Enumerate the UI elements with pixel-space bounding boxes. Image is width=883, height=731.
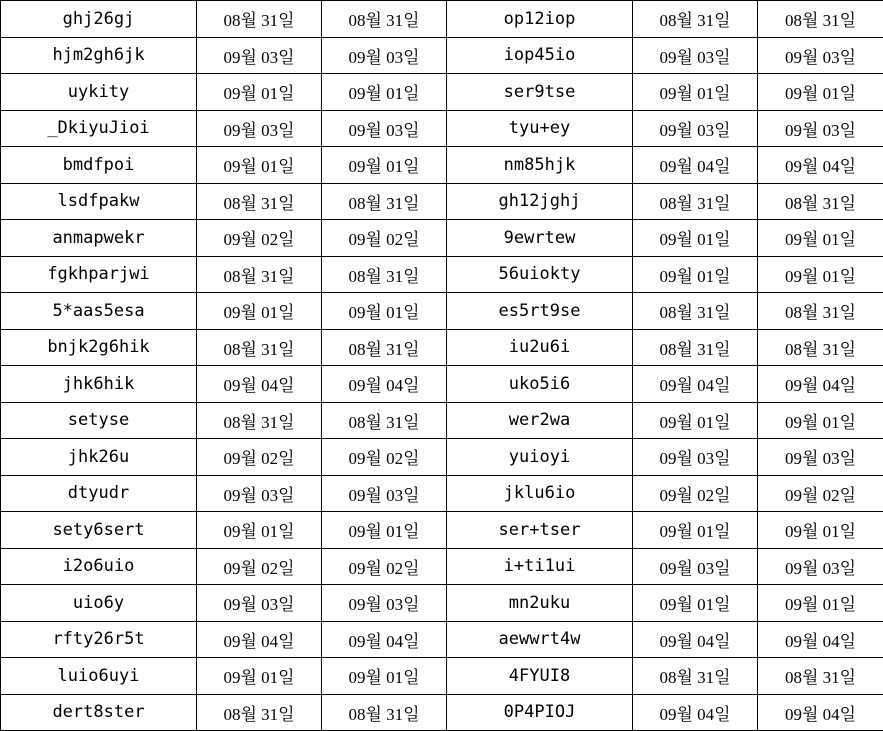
table-cell-date_b2[interactable]: 09월 01일 [758, 402, 883, 439]
table-cell-date_b1[interactable]: 09월 01일 [633, 585, 758, 622]
table-cell-date_b1[interactable]: 09월 03일 [633, 37, 758, 74]
table-cell-code_a[interactable]: _DkiyuJioi [1, 110, 197, 147]
table-cell-date_a2[interactable]: 08월 31일 [322, 256, 447, 293]
table-cell-date_a1[interactable]: 09월 02일 [197, 220, 322, 257]
table-cell-date_b1[interactable]: 09월 03일 [633, 439, 758, 476]
table-row [1, 694, 883, 731]
table-cell-date_a2[interactable]: 09월 04일 [322, 621, 447, 658]
table-cell-date_a1[interactable]: 09월 03일 [197, 110, 322, 147]
table-cell-code_b[interactable]: 56uiokty [447, 256, 633, 293]
table-cell-date_a2[interactable]: 09월 01일 [322, 512, 447, 549]
table-cell-code_b[interactable]: iop45io [447, 37, 633, 74]
table-row [1, 183, 883, 220]
table-cell-date_b2[interactable]: 09월 03일 [758, 439, 883, 476]
table-cell-code_a[interactable]: fgkhparjwi [1, 256, 197, 293]
table-cell-date_a1[interactable]: 08월 31일 [197, 256, 322, 293]
table-cell-date_a1[interactable]: 09월 02일 [197, 548, 322, 585]
table-row [1, 548, 883, 585]
table-cell-date_a2[interactable]: 09월 03일 [322, 110, 447, 147]
table-cell-date_b1[interactable]: 08월 31일 [633, 329, 758, 366]
table-cell-code_a[interactable]: i2o6uio [1, 548, 197, 585]
table-cell-date_b1[interactable]: 09월 03일 [633, 548, 758, 585]
table-cell-date_b2[interactable]: 09월 04일 [758, 147, 883, 184]
table-cell-date_a2[interactable]: 09월 01일 [322, 74, 447, 111]
table-cell-date_b2[interactable]: 09월 03일 [758, 548, 883, 585]
table-cell-code_b[interactable]: tyu+ey [447, 110, 633, 147]
table-cell-date_a1[interactable]: 08월 31일 [197, 402, 322, 439]
table-cell-code_b[interactable]: uko5i6 [447, 366, 633, 403]
table-row [1, 37, 883, 74]
table-cell-date_a1[interactable]: 09월 03일 [197, 585, 322, 622]
table-cell-date_a2[interactable]: 08월 31일 [322, 402, 447, 439]
table-row [1, 329, 883, 366]
table-cell-code_a[interactable]: rfty26r5t [1, 621, 197, 658]
table-cell-date_b2[interactable]: 09월 04일 [758, 694, 883, 731]
table-cell-date_b1[interactable]: 09월 01일 [633, 74, 758, 111]
table-cell-date_a2[interactable]: 09월 02일 [322, 548, 447, 585]
table-cell-code_a[interactable]: ghj26gj [1, 1, 197, 38]
table-cell-date_a2[interactable]: 09월 03일 [322, 475, 447, 512]
table-cell-date_a1[interactable]: 08월 31일 [197, 1, 322, 38]
table-cell-date_a2[interactable]: 09월 01일 [322, 147, 447, 184]
table-cell-code_b[interactable]: 9ewrtew [447, 220, 633, 257]
table-row [1, 366, 883, 403]
table-cell-date_a2[interactable]: 08월 31일 [322, 329, 447, 366]
table-row [1, 147, 883, 184]
table-cell-code_b[interactable]: aewwrt4w [447, 621, 633, 658]
table-cell-date_b1[interactable]: 09월 01일 [633, 256, 758, 293]
table-cell-date_a1[interactable]: 09월 02일 [197, 439, 322, 476]
table-cell-date_a1[interactable]: 09월 01일 [197, 147, 322, 184]
table-cell-date_b1[interactable]: 09월 01일 [633, 220, 758, 257]
table-cell-date_b2[interactable]: 09월 04일 [758, 366, 883, 403]
table-cell-code_a[interactable]: uykity [1, 74, 197, 111]
table-cell-code_b[interactable]: jklu6io [447, 475, 633, 512]
table-cell-date_b2[interactable]: 09월 01일 [758, 512, 883, 549]
table-cell-date_b2[interactable]: 09월 01일 [758, 220, 883, 257]
table-cell-date_b1[interactable]: 08월 31일 [633, 1, 758, 38]
table-cell-date_b1[interactable]: 09월 04일 [633, 147, 758, 184]
table-cell-date_b2[interactable]: 09월 01일 [758, 585, 883, 622]
table-cell-date_a2[interactable]: 08월 31일 [322, 183, 447, 220]
table-cell-date_a2[interactable]: 08월 31일 [322, 694, 447, 731]
table-cell-date_b2[interactable]: 08월 31일 [758, 329, 883, 366]
table-cell-date_a2[interactable]: 09월 03일 [322, 37, 447, 74]
table-cell-code_a[interactable]: hjm2gh6jk [1, 37, 197, 74]
table-cell-code_b[interactable]: 0P4PIOJ [447, 694, 633, 731]
table-cell-date_b1[interactable]: 09월 04일 [633, 621, 758, 658]
table-cell-date_b2[interactable]: 08월 31일 [758, 183, 883, 220]
table-cell-date_b2[interactable]: 09월 02일 [758, 475, 883, 512]
table-cell-code_a[interactable]: luio6uyi [1, 658, 197, 695]
table-row [1, 1, 883, 38]
table-row [1, 512, 883, 549]
table-cell-date_a2[interactable]: 09월 03일 [322, 585, 447, 622]
table-cell-code_b[interactable]: yuioyi [447, 439, 633, 476]
table-cell-date_b2[interactable]: 08월 31일 [758, 293, 883, 330]
table-cell-date_b1[interactable]: 09월 01일 [633, 402, 758, 439]
table-cell-code_b[interactable]: ser+tser [447, 512, 633, 549]
table-cell-date_b2[interactable]: 09월 01일 [758, 74, 883, 111]
table-cell-code_a[interactable]: dert8ster [1, 694, 197, 731]
table-cell-code_a[interactable]: setyse [1, 402, 197, 439]
table-cell-code_a[interactable]: anmapwekr [1, 220, 197, 257]
table-cell-code_a[interactable]: bmdfpoi [1, 147, 197, 184]
table-cell-date_b1[interactable]: 09월 04일 [633, 694, 758, 731]
table-cell-code_b[interactable]: 4FYUI8 [447, 658, 633, 695]
table-row [1, 74, 883, 111]
table-cell-code_a[interactable]: bnjk2g6hik [1, 329, 197, 366]
table-cell-date_a2[interactable]: 09월 04일 [322, 366, 447, 403]
table-cell-date_b1[interactable]: 08월 31일 [633, 658, 758, 695]
table-cell-date_a2[interactable]: 09월 02일 [322, 439, 447, 476]
table-row [1, 220, 883, 257]
table-row [1, 256, 883, 293]
table-cell-code_a[interactable]: uio6y [1, 585, 197, 622]
table-cell-date_a1[interactable]: 09월 01일 [197, 512, 322, 549]
table-cell-code_b[interactable]: es5rt9se [447, 293, 633, 330]
table-cell-code_b[interactable]: ser9tse [447, 74, 633, 111]
table-cell-date_b2[interactable]: 09월 04일 [758, 621, 883, 658]
table-cell-code_b[interactable]: iu2u6i [447, 329, 633, 366]
table-cell-code_b[interactable]: nm85hjk [447, 147, 633, 184]
table-cell-code_b[interactable]: op12iop [447, 1, 633, 38]
table-cell-date_a1[interactable]: 09월 04일 [197, 621, 322, 658]
table-cell-date_a1[interactable]: 09월 01일 [197, 74, 322, 111]
table-cell-code_a[interactable]: jhk26u [1, 439, 197, 476]
table-cell-date_a2[interactable]: 09월 02일 [322, 220, 447, 257]
table-cell-date_a1[interactable]: 09월 03일 [197, 37, 322, 74]
table-cell-date_a1[interactable]: 08월 31일 [197, 183, 322, 220]
table-cell-code_a[interactable]: jhk6hik [1, 366, 197, 403]
table-cell-date_a1[interactable]: 08월 31일 [197, 329, 322, 366]
table-cell-date_a1[interactable]: 09월 03일 [197, 475, 322, 512]
table-row [1, 110, 883, 147]
table-row [1, 475, 883, 512]
table-row [1, 293, 883, 330]
table-cell-date_a1[interactable]: 08월 31일 [197, 694, 322, 731]
table-cell-code_a[interactable]: 5*aas5esa [1, 293, 197, 330]
table-cell-date_b1[interactable]: 09월 04일 [633, 366, 758, 403]
table-cell-date_b1[interactable]: 08월 31일 [633, 293, 758, 330]
table-cell-date_a2[interactable]: 09월 01일 [322, 658, 447, 695]
table-cell-code_b[interactable]: wer2wa [447, 402, 633, 439]
table-row [1, 402, 883, 439]
table-cell-date_a1[interactable]: 09월 01일 [197, 293, 322, 330]
table-cell-code_b[interactable]: gh12jghj [447, 183, 633, 220]
table-cell-date_a1[interactable]: 09월 04일 [197, 366, 322, 403]
table-cell-date_b1[interactable]: 09월 03일 [633, 110, 758, 147]
table-cell-date_a1[interactable]: 09월 01일 [197, 658, 322, 695]
table-cell-code_a[interactable]: lsdfpakw [1, 183, 197, 220]
table-cell-date_b2[interactable]: 08월 31일 [758, 658, 883, 695]
table-row [1, 585, 883, 622]
table-cell-date_a2[interactable]: 09월 01일 [322, 293, 447, 330]
table-row [1, 621, 883, 658]
table-body [1, 1, 883, 731]
table-cell-date_b2[interactable]: 08월 31일 [758, 1, 883, 38]
table-cell-code_b[interactable]: mn2uku [447, 585, 633, 622]
table-cell-date_b1[interactable]: 08월 31일 [633, 183, 758, 220]
table-row [1, 439, 883, 476]
table-cell-date_b2[interactable]: 09월 01일 [758, 256, 883, 293]
table-cell-code_a[interactable]: sety6sert [1, 512, 197, 549]
table-row [1, 658, 883, 695]
table-cell-date_b1[interactable]: 09월 02일 [633, 475, 758, 512]
table-cell-code_a[interactable]: dtyudr [1, 475, 197, 512]
table-cell-date_b1[interactable]: 09월 01일 [633, 512, 758, 549]
table-cell-date_b2[interactable]: 09월 03일 [758, 37, 883, 74]
table-cell-date_b2[interactable]: 09월 03일 [758, 110, 883, 147]
table-cell-date_a2[interactable]: 08월 31일 [322, 1, 447, 38]
table-cell-code_b[interactable]: i+ti1ui [447, 548, 633, 585]
